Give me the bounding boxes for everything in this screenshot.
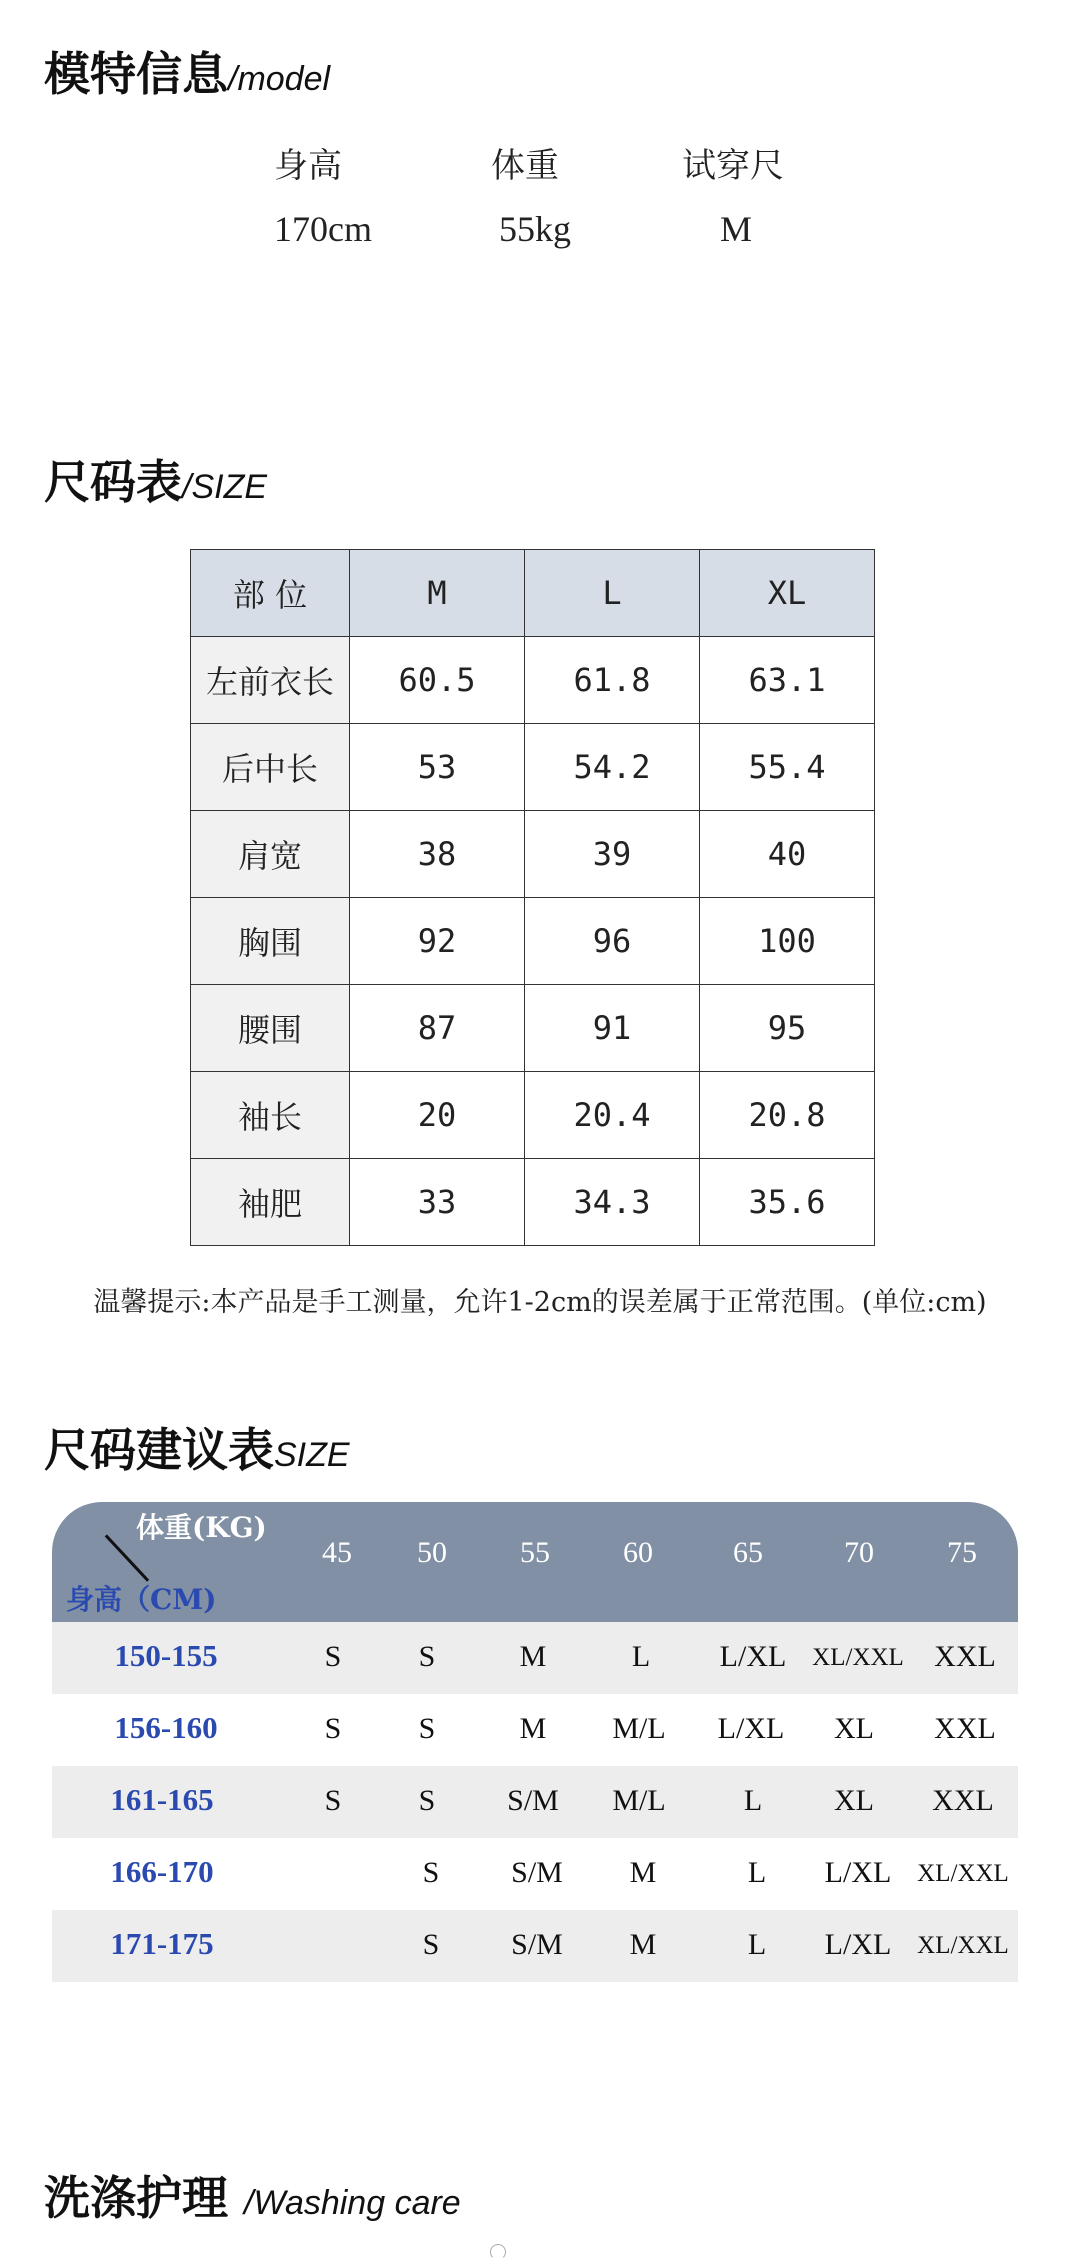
cell-l: 96	[525, 898, 700, 985]
recommend-section-title	[44, 1414, 350, 1480]
table-row	[52, 1694, 1018, 1766]
size-cell: XL/XXL	[917, 1860, 1009, 1887]
cell-m: 33	[350, 1159, 525, 1246]
size-cell: XL/XXL	[812, 1644, 904, 1671]
row-part: 左前衣长	[191, 637, 350, 724]
size-title-en: /SIZE	[182, 468, 268, 506]
table-row	[191, 898, 875, 985]
height-cell: 156-160	[114, 1710, 218, 1745]
size-cell: S	[418, 1712, 436, 1745]
size-cell: S	[324, 1784, 342, 1817]
header-l: L	[525, 550, 700, 637]
model-value-size: M	[720, 209, 753, 249]
table-row	[191, 1072, 875, 1159]
header-m: M	[350, 550, 525, 637]
size-cell: M/L	[612, 1784, 666, 1817]
cell-m: 87	[350, 985, 525, 1072]
row-part: 袖长	[191, 1072, 350, 1159]
care-title-cn: 洗涤护理	[44, 2171, 228, 2225]
model-header-weight: 体重	[491, 146, 559, 186]
model-title-cn: 模特信息	[44, 47, 228, 101]
row-part: 袖肥	[191, 1159, 350, 1246]
height-cell: 150-155	[114, 1638, 218, 1673]
recommend-title-cn: 尺码建议表	[44, 1423, 274, 1477]
size-cell: XXL	[934, 1640, 996, 1673]
size-cell: M	[519, 1712, 547, 1745]
weight-col: 45	[322, 1536, 352, 1569]
height-axis-label: 身高（CM)	[66, 1583, 217, 1616]
size-cell: S/M	[507, 1784, 559, 1817]
cell-xl: 35.6	[700, 1159, 875, 1246]
size-title-cn: 尺码表	[44, 455, 182, 509]
size-section-title	[44, 446, 267, 512]
size-cell: S/M	[511, 1856, 563, 1889]
size-cell: M	[629, 1928, 657, 1961]
cell-m: 92	[350, 898, 525, 985]
row-part: 腰围	[191, 985, 350, 1072]
size-cell: S	[418, 1640, 436, 1673]
size-cell: M	[629, 1856, 657, 1889]
cell-l: 61.8	[525, 637, 700, 724]
model-section-title	[44, 38, 330, 104]
size-table	[190, 549, 875, 1246]
header-xl: XL	[700, 550, 875, 637]
care-title-en: /Washing care	[244, 2184, 461, 2222]
cell-xl: 55.4	[700, 724, 875, 811]
size-cell: XL	[834, 1784, 874, 1817]
table-row	[52, 1910, 1018, 1982]
size-cell: L	[747, 1856, 767, 1889]
weight-col: 50	[417, 1536, 447, 1569]
header-part: 部 位	[191, 550, 350, 637]
cell-xl: 95	[700, 985, 875, 1072]
size-table-header	[191, 550, 875, 637]
table-row	[52, 1766, 1018, 1838]
row-part: 肩宽	[191, 811, 350, 898]
size-cell: S	[422, 1928, 440, 1961]
cell-xl: 100	[700, 898, 875, 985]
recommend-table-header	[52, 1502, 1018, 1622]
weight-col: 75	[947, 1536, 977, 1569]
measurement-note: 温馨提示:本产品是手工测量，允许1-2cm的误差属于正常范围。(单位:cm)	[93, 1287, 987, 1318]
table-row	[191, 811, 875, 898]
weight-col: 55	[520, 1536, 550, 1569]
cell-l: 20.4	[525, 1072, 700, 1159]
size-cell: L	[743, 1784, 763, 1817]
cell-m: 38	[350, 811, 525, 898]
size-cell: S	[324, 1640, 342, 1673]
weight-col: 70	[844, 1536, 874, 1569]
cell-xl: 40	[700, 811, 875, 898]
cell-l: 39	[525, 811, 700, 898]
cell-l: 34.3	[525, 1159, 700, 1246]
row-part: 胸围	[191, 898, 350, 985]
model-header-height: 身高	[274, 146, 342, 186]
size-cell: L	[631, 1640, 651, 1673]
table-row	[191, 724, 875, 811]
height-cell: 161-165	[110, 1782, 214, 1817]
recommend-table	[52, 1502, 1018, 1982]
size-cell: L/XL	[719, 1640, 787, 1673]
weight-col: 60	[623, 1536, 653, 1569]
weight-col: 65	[733, 1536, 763, 1569]
cell-m: 53	[350, 724, 525, 811]
cell-xl: 63.1	[700, 637, 875, 724]
care-section-title	[44, 2162, 461, 2228]
size-cell: XXL	[932, 1784, 994, 1817]
size-cell: L/XL	[717, 1712, 785, 1745]
size-cell: S	[418, 1784, 436, 1817]
size-cell: M	[519, 1640, 547, 1673]
table-row	[191, 985, 875, 1072]
height-cell: 166-170	[110, 1854, 214, 1889]
size-cell: XXL	[934, 1712, 996, 1745]
model-header-size: 试穿尺	[682, 146, 784, 186]
model-title-en: /model	[228, 60, 331, 98]
table-row	[52, 1622, 1018, 1694]
cell-xl: 20.8	[700, 1072, 875, 1159]
size-cell: S	[422, 1856, 440, 1889]
table-row	[191, 1159, 875, 1246]
cell-l: 91	[525, 985, 700, 1072]
care-symbol-icon	[490, 2244, 506, 2260]
table-row	[191, 637, 875, 724]
size-cell: L/XL	[824, 1928, 892, 1961]
size-cell: M/L	[612, 1712, 666, 1745]
table-row	[52, 1838, 1018, 1910]
size-cell: L/XL	[824, 1856, 892, 1889]
recommend-title-en: SIZE	[274, 1436, 350, 1474]
row-part: 后中长	[191, 724, 350, 811]
cell-m: 20	[350, 1072, 525, 1159]
height-cell: 171-175	[110, 1926, 214, 1961]
size-cell: XL/XXL	[917, 1932, 1009, 1959]
size-cell: S	[324, 1712, 342, 1745]
size-cell: S/M	[511, 1928, 563, 1961]
model-value-weight: 55kg	[499, 209, 571, 249]
weight-axis-label: 体重(KG)	[136, 1511, 267, 1544]
cell-m: 60.5	[350, 637, 525, 724]
size-cell: L	[747, 1928, 767, 1961]
cell-l: 54.2	[525, 724, 700, 811]
size-cell: XL	[834, 1712, 874, 1745]
model-value-height: 170cm	[274, 209, 372, 249]
